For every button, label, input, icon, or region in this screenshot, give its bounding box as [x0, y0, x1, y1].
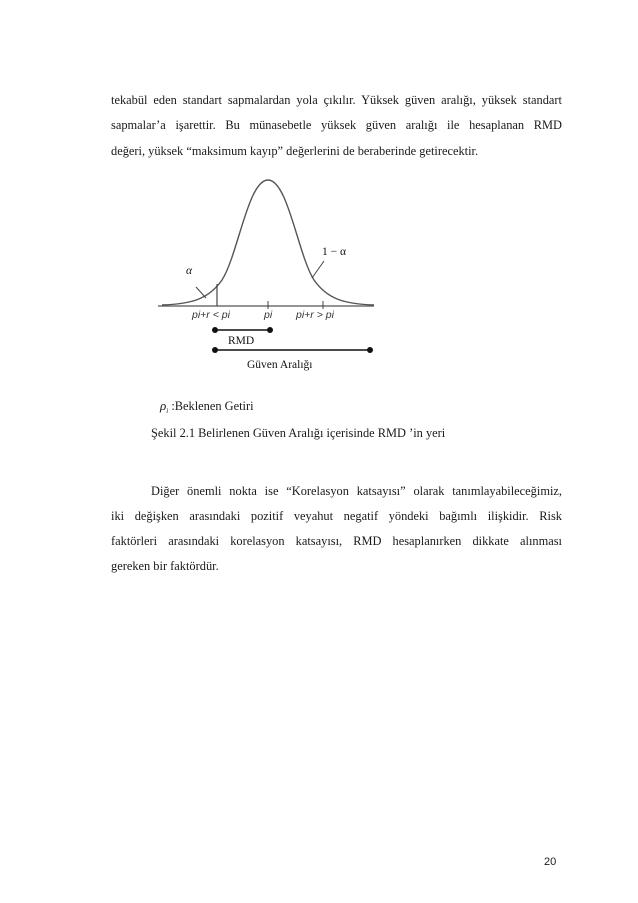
paragraph-line: Diğer önemli nokta ise “Korelasyon katsayısı” olarak tanımlayabileceğimiz,	[151, 484, 562, 498]
normal-distribution-figure	[150, 170, 390, 385]
rmd-label: RMD	[228, 335, 255, 347]
p-center-label: pi	[264, 309, 273, 321]
rho-subscript: i	[166, 407, 169, 415]
alpha-label: α	[186, 265, 193, 277]
page-number: 20	[544, 856, 557, 868]
guven-label: Güven Aralığı	[247, 359, 313, 371]
paragraph-line: faktörleri arasındaki korelasyon katsayısı, RMD hesaplanırken dikkate alınması	[111, 534, 562, 548]
p-left-label: pi+r < pi	[192, 309, 230, 321]
paragraph-line: iki değişken arasındaki pozitif veyahut negatif yöndeki bağımlı ilişkidir. Risk	[111, 509, 562, 523]
paragraph-line: tekabül eden standart sapmalardan yola çıkılır. Yüksek güven aralığı, yüksek standart	[111, 93, 562, 107]
one-minus-alpha-label: 1 − α	[322, 246, 347, 258]
rmd-end-dot	[267, 327, 273, 333]
paragraph-line: sapmalar’a işarettir. Bu münasebetle yüksek güven aralığı ile hesaplanan RMD	[111, 118, 562, 132]
p-right-label: pi+r > pi	[296, 309, 334, 321]
alpha-pointer	[196, 287, 206, 298]
bell-curve	[162, 180, 374, 305]
one-minus-alpha-pointer	[312, 261, 324, 278]
legend-text: :Beklenen Getiri	[171, 399, 254, 413]
figure-legend	[160, 398, 254, 415]
guven-end-dot	[367, 347, 373, 353]
figure-caption: Şekil 2.1 Belirlenen Güven Aralığı içerisinde RMD ’in yeri	[151, 426, 446, 440]
rho-symbol: ρ	[160, 398, 167, 413]
paragraph-line: gereken bir faktördür.	[111, 559, 219, 573]
paragraph-line: değeri, yüksek “maksimum kayıp” değerlerini de beraberinde getirecektir.	[111, 144, 479, 158]
